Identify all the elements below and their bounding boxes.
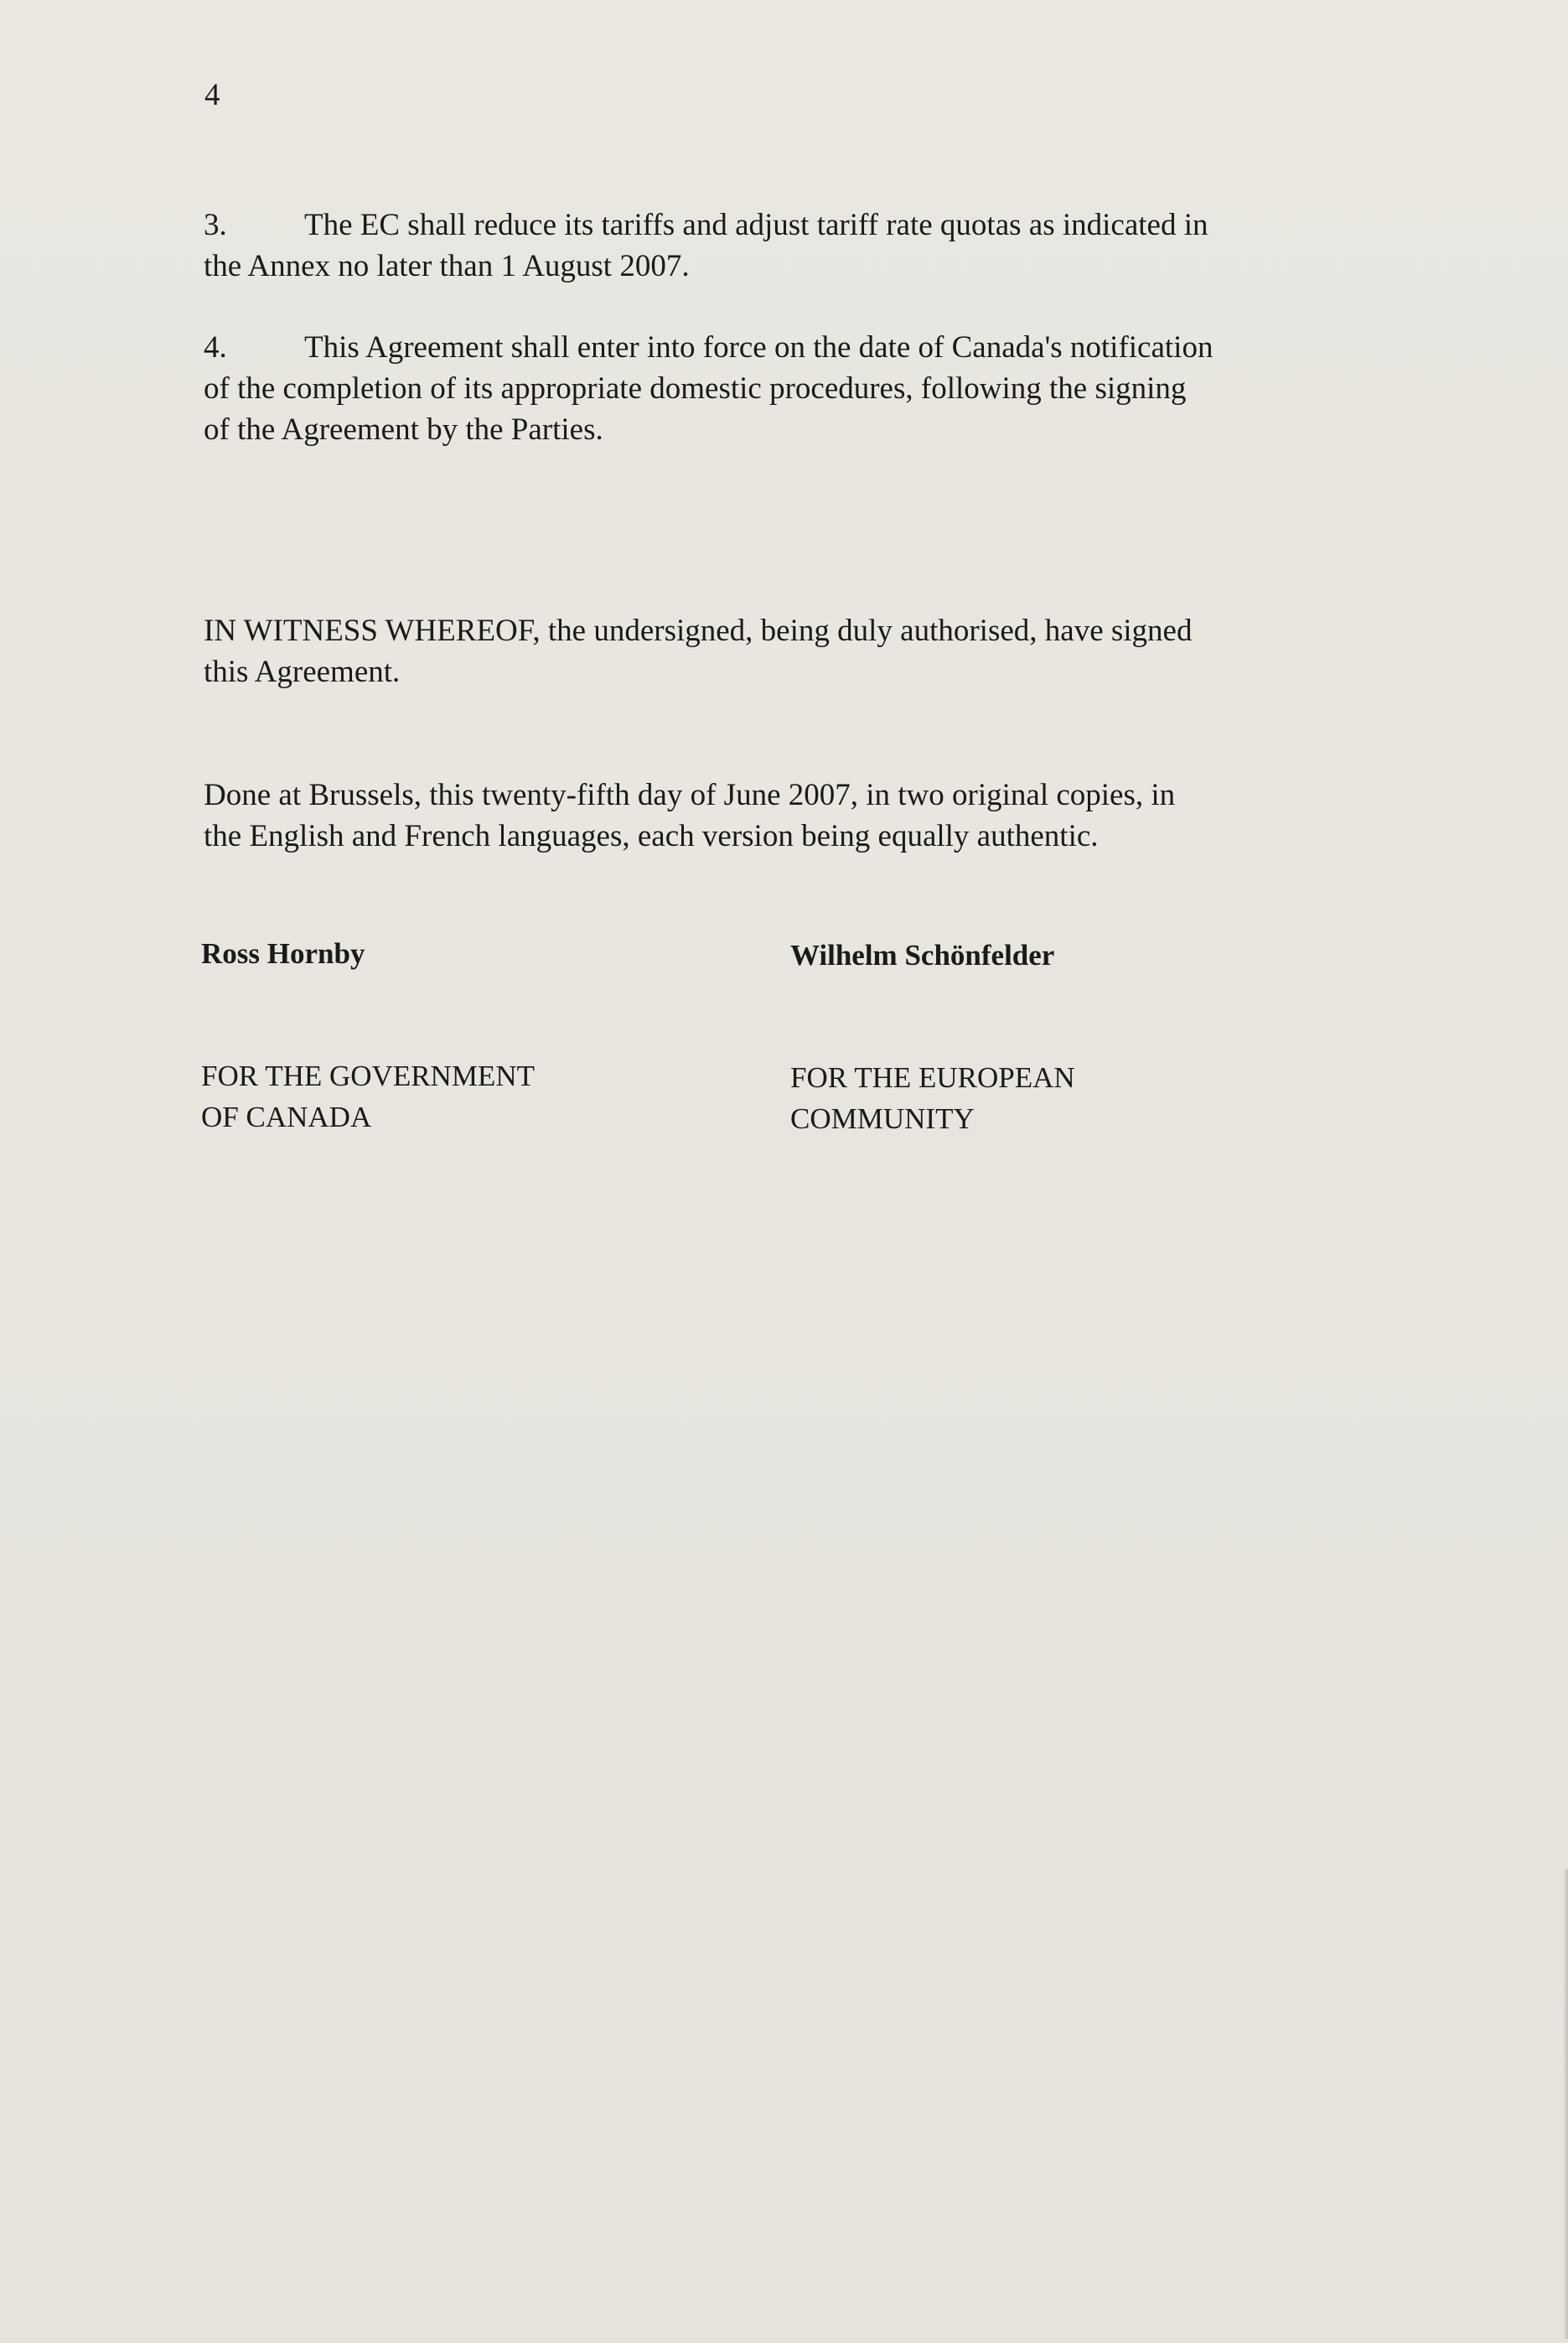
signatory-org-ec [790, 1057, 1293, 1139]
paragraph-4-line-1 [204, 327, 1352, 368]
paragraph-4 [204, 327, 1352, 450]
paragraph-3-line-1 [204, 205, 1352, 246]
witness-line-2: this Agreement. [204, 655, 401, 689]
paragraph-3-line-2: the Annex no later than 1 August 2007. [204, 249, 690, 283]
done-at-line-1: Done at Brussels, this twenty-fifth day of June 2007, in two original copies, in [204, 778, 1176, 812]
signatory-org-ec-line-2: COMMUNITY [790, 1102, 975, 1135]
signatory-org-canada-line-1: FOR THE GOVERNMENT [201, 1060, 535, 1092]
witness-clause [204, 610, 1352, 692]
paragraph-text: The EC shall reduce its tariffs and adjust tariff rate quotas as indicated in [304, 208, 1208, 242]
signatory-org-canada-line-2: OF CANADA [201, 1101, 372, 1133]
witness-line-1: IN WITNESS WHEREOF, the undersigned, being duly authorised, have signed [204, 614, 1193, 648]
paragraph-number: 4. [204, 330, 227, 365]
scan-edge-shadow [1563, 1869, 1568, 2339]
signatory-name-ec: Wilhelm Schönfelder [790, 939, 1055, 972]
paragraph-text: This Agreement shall enter into force on the date of Canada's notification [304, 330, 1214, 365]
paragraph-number: 3. [204, 208, 227, 242]
paragraph-4-line-3: of the Agreement by the Parties. [204, 412, 603, 447]
paragraph-3 [204, 205, 1352, 287]
page-number: 4 [204, 78, 220, 112]
done-at-clause [204, 775, 1352, 857]
paragraph-4-line-2: of the completion of its appropriate domestic procedures, following the signing [204, 371, 1187, 406]
signatory-name-canada: Ross Hornby [201, 937, 365, 970]
signatory-org-ec-line-1: FOR THE EUROPEAN [790, 1061, 1075, 1094]
signatory-org-canada [201, 1055, 704, 1138]
done-at-line-2: the English and French languages, each version being equally authentic. [204, 819, 1099, 853]
